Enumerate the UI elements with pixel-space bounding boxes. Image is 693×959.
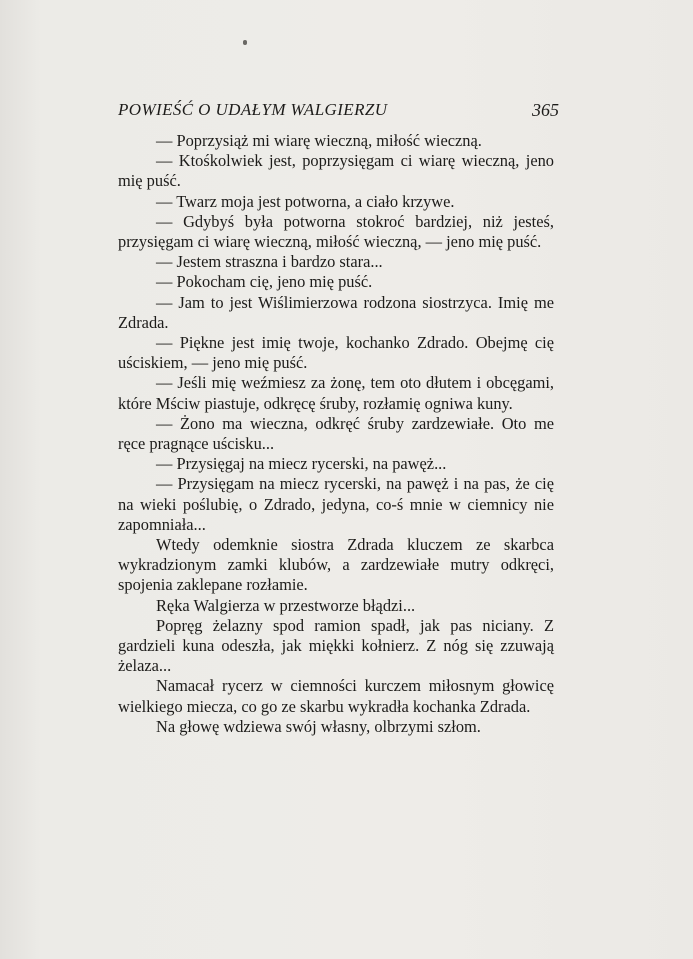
paragraph: — Poprzysiąż mi wiarę wieczną, miłość wieczną. [156,131,482,150]
paragraph: — Żono ma wieczna, odkręć śruby zardzewiałe. Oto me ręce pragnące uścisku... [118,413,554,454]
running-header [118,100,559,124]
paragraph: Ręka Walgierza w przestworze błądzi... [156,595,416,615]
paragraph: — Przysięgam na miecz rycerski, na pawęż i na pas, że cię na wieki poślubię, o Zdrado, jedyna, co-ś mnie w ciemnicy nie zapomniała... [118,474,554,534]
paragraph: — Gdybyś była potworna stokroć bardziej, niż jesteś, przysięgam ci wiarę wieczną, miłość wieczną, — jeno mię puść. [118,211,554,252]
paragraph: — Ktośkolwiek jest, poprzysięgam ci wiarę wieczną, jeno mię puść. [118,151,554,191]
paragraph: — Piękne jest imię twoje, kochanko Zdrado. Obejmę cię uściskiem, — jeno mię puść. [118,333,554,373]
body-text [118,131,554,737]
running-title: POWIEŚĆ O UDAŁYM WALGIERZU [118,100,388,119]
paragraph: Namacał rycerz w ciemności kurczem miłosnym głowicę wielkiego miecza, co go ze skarbu wykradła kochanka Zdrada. [118,676,554,716]
paragraph: — Jeśli mię weźmiesz za żonę, tem oto dłutem i obcęgami, które Mściw piastuje, odkręcę śruby, rozłamię ogniwa kuny. [118,373,554,413]
paragraph: Na głowę wdziewa swój własny, olbrzymi szłom. [156,716,481,736]
paragraph: Wtedy odemknie siostra Zdrada kluczem ze skarbca wykradzionym zamki klubów, a zardzewiałe mutry odkręci, spojenia zaklepane rozłamie. [118,535,554,595]
page-number: 365 [532,100,559,120]
paragraph: — Jam to jest Wiślimierzowa rodzona siostrzyca. Imię me Zdrada. [118,292,554,332]
paragraph: — Twarz moja jest potworna, a ciało krzywe. [156,191,455,211]
paragraph: — Przysięgaj na miecz rycerski, na pawęż... [156,454,447,474]
paragraph: — Jestem straszna i bardzo stara... [156,252,383,272]
paragraph: — Pokocham cię, jeno mię puść. [156,272,373,292]
paragraph: Popręg żelazny spod ramion spadł, jak pas niciany. Z gardzieli kuna odeszła, jak miękki kołnierz. Z nóg się zzuwają żelaza... [118,615,554,676]
ink-speck [243,40,247,45]
